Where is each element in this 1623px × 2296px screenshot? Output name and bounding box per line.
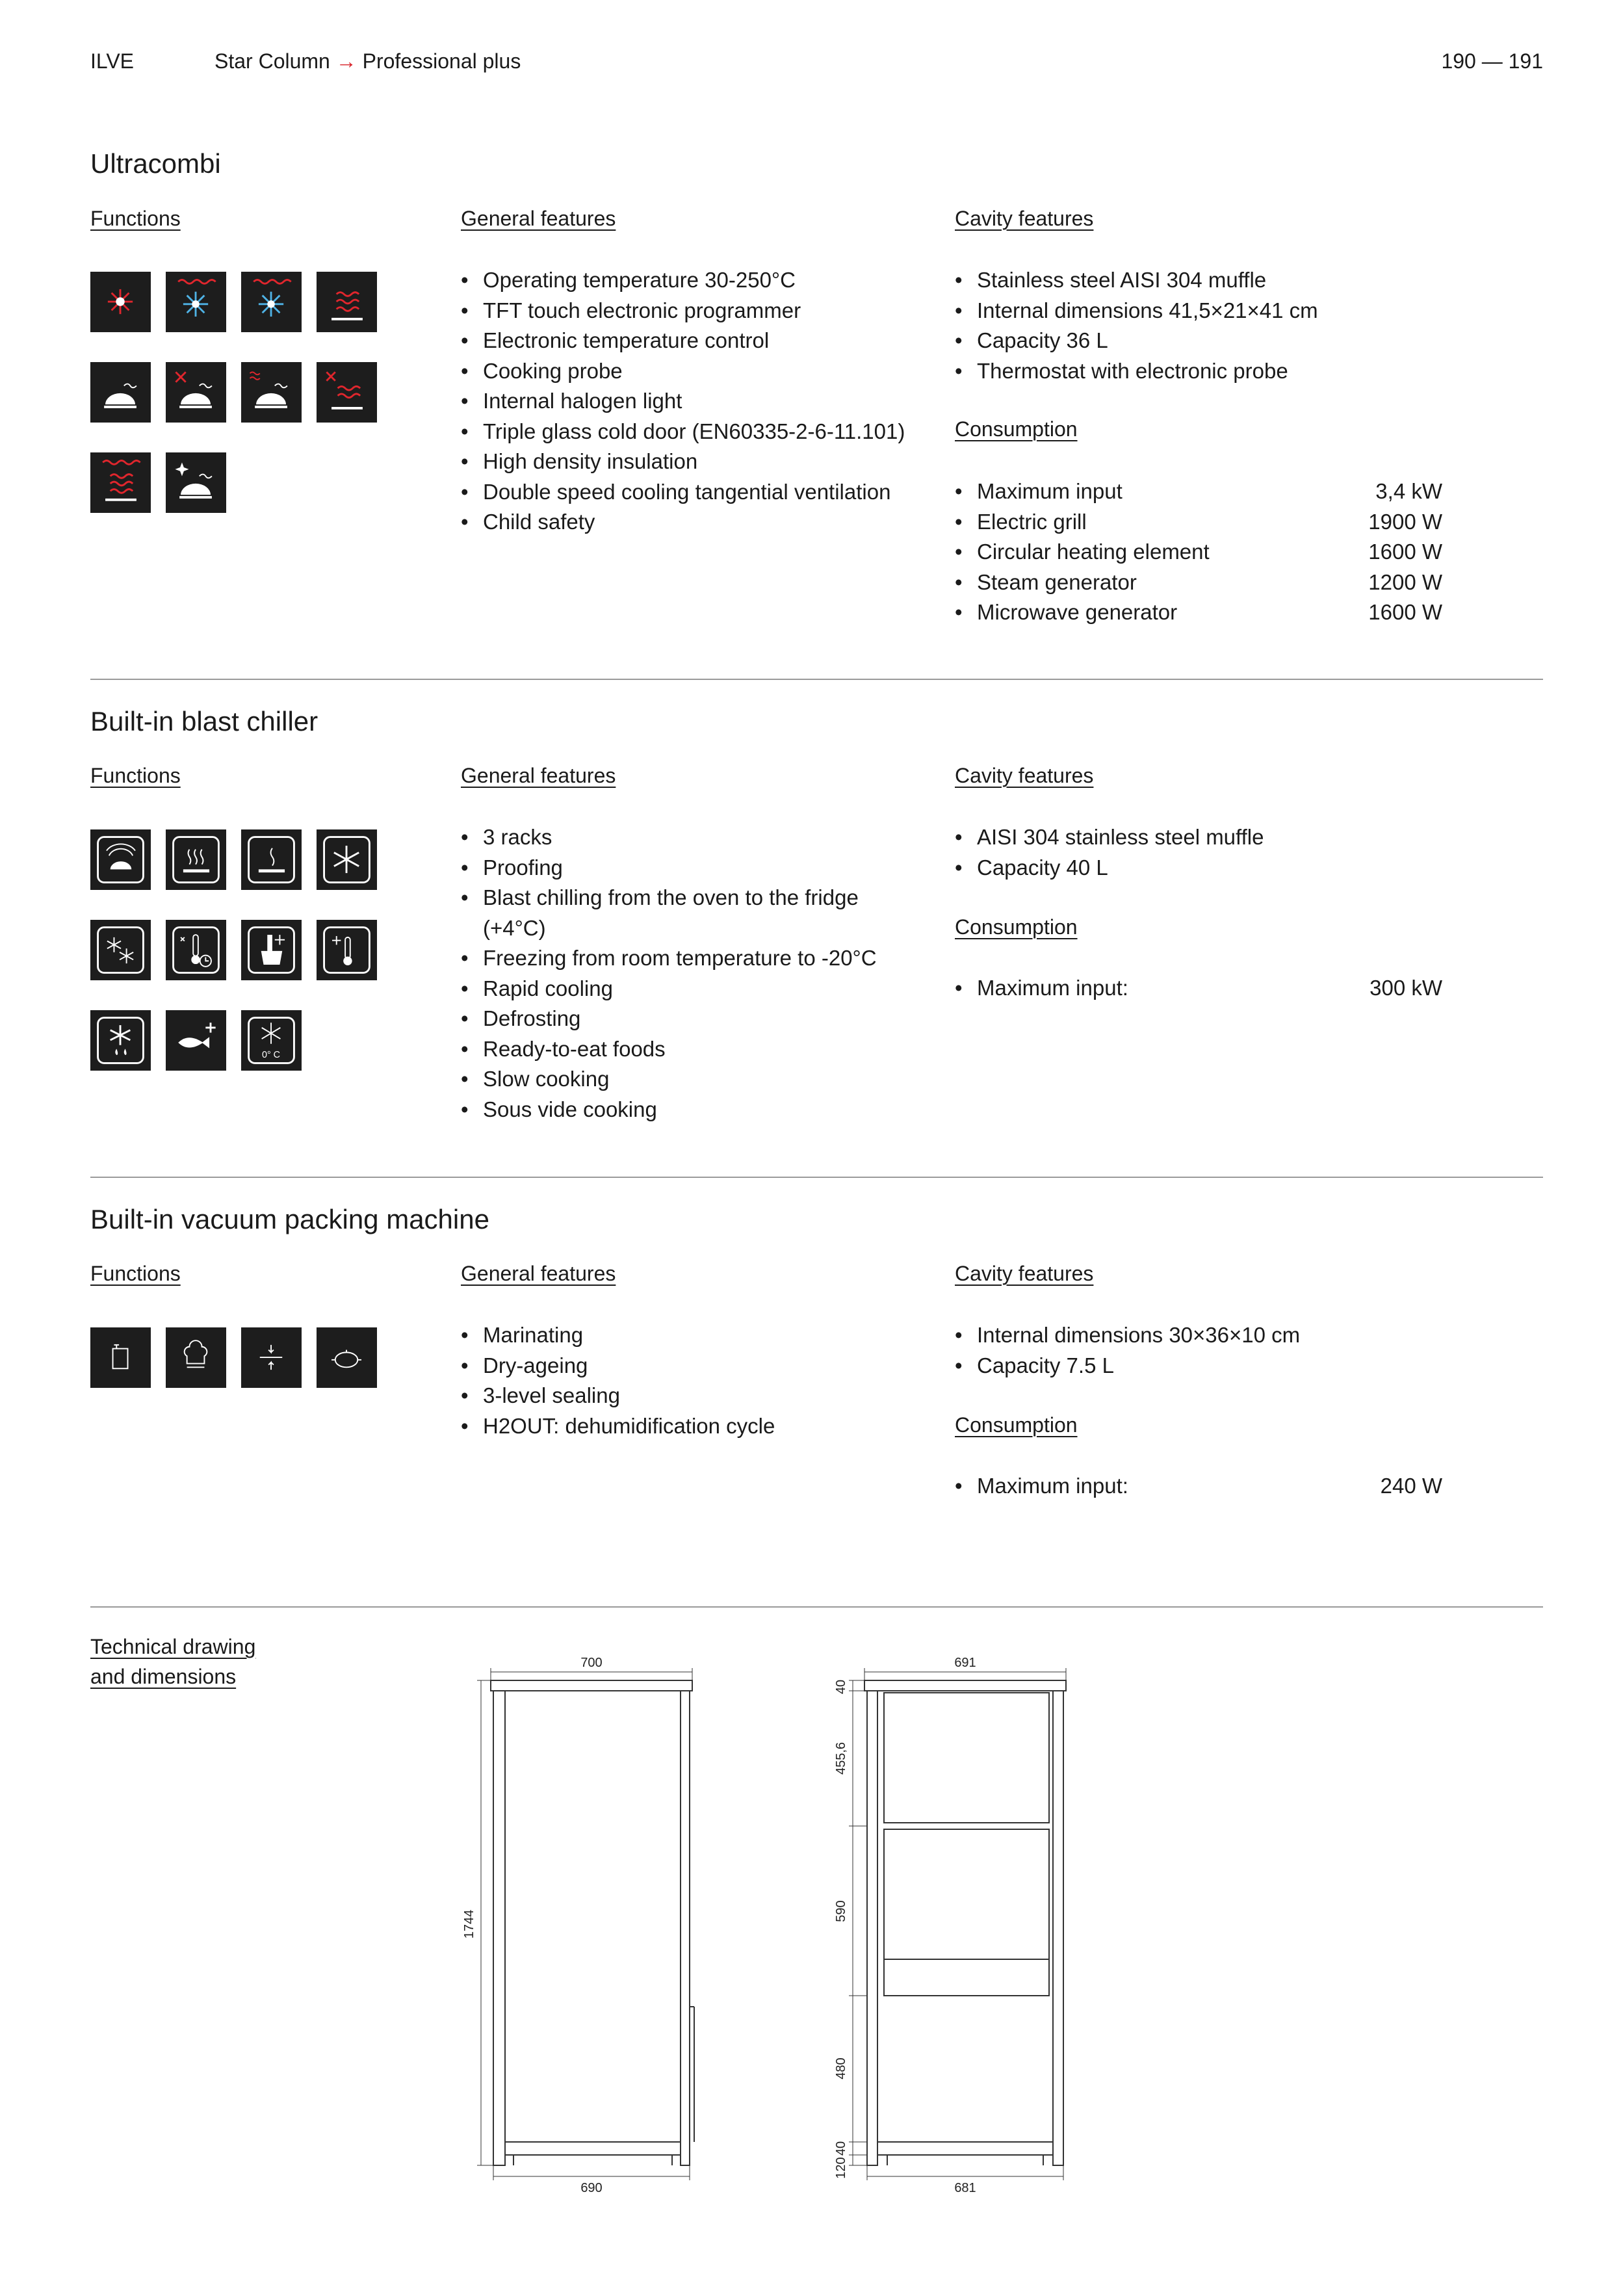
- consumption-value: 300 kW: [1370, 976, 1442, 1000]
- list-item: • Internal halogen light: [461, 386, 905, 417]
- side-dim-120: 120: [834, 2157, 848, 2179]
- dish-steam-icon: [90, 362, 151, 423]
- consumption-label: • Steam generator: [977, 569, 1137, 594]
- breadcrumb-star-column[interactable]: Star Column: [214, 49, 330, 73]
- side-dim-40-bottom: 40: [834, 2141, 848, 2156]
- side-width-bottom: 681: [954, 2181, 976, 2195]
- list-item: • Capacity 7.5 L: [955, 1351, 1300, 1381]
- ultracombi-general-heading: General features: [461, 207, 616, 230]
- consumption-label: • Maximum input: [977, 479, 1123, 503]
- list-item: • Internal dimensions 41,5×21×41 cm: [955, 296, 1318, 326]
- pan-steam-icon: [241, 829, 302, 890]
- list-item: • Defrosting: [461, 1004, 877, 1034]
- list-item-continuation: (+4°C): [483, 915, 546, 940]
- list-item: • Rapid cooling: [461, 974, 877, 1004]
- vacuum-cavity-heading: Cavity features: [955, 1262, 1094, 1285]
- vacuum-consumption-heading: Consumption: [955, 1413, 1078, 1437]
- side-dim-455: 455,6: [834, 1742, 848, 1775]
- arrow-icon: →: [335, 49, 357, 73]
- bottle-ice-icon: [241, 920, 302, 980]
- list-item: • Dry-ageing: [461, 1351, 775, 1381]
- chiller-functions-heading: Functions: [90, 764, 181, 787]
- side-right-post: [1053, 1691, 1063, 2165]
- front-top-panel: [491, 1680, 692, 1691]
- consumption-label: • Microwave generator: [977, 600, 1178, 624]
- list-item: • AISI 304 stainless steel muffle: [955, 822, 1264, 853]
- consumption-label: • Maximum input:: [977, 1474, 1128, 1498]
- list-item: • TFT touch electronic programmer: [461, 296, 905, 326]
- consumption-row: [955, 567, 1442, 598]
- vacuum-title: Built-in vacuum packing machine: [90, 1204, 489, 1234]
- side-width-top: 691: [954, 1656, 976, 1670]
- double-snowflake-icon: [90, 920, 151, 980]
- section-divider: [90, 1177, 1543, 1178]
- fish-plus-icon: [166, 1010, 226, 1071]
- side-left-post: [867, 1691, 877, 2165]
- microwave-defrost-icon: [166, 272, 226, 332]
- list-item: • Marinating: [461, 1320, 775, 1351]
- list-item: • Thermostat with electronic probe: [955, 356, 1318, 387]
- consumption-row: [955, 597, 1442, 628]
- side-top-panel: [864, 1680, 1066, 1691]
- chiller-consumption-list: [955, 973, 1442, 1004]
- side-upper-compartment: [884, 1693, 1049, 1823]
- ultracombi-cavity-heading: Cavity features: [955, 207, 1094, 230]
- technical-drawing-line2: and dimensions: [90, 1665, 237, 1688]
- list-item: • Proofing: [461, 853, 877, 883]
- hot-dish-icon: [166, 829, 226, 890]
- list-item: • Blast chilling from the oven to the fridge: [461, 883, 877, 913]
- front-width-bottom: 690: [580, 2181, 603, 2195]
- consumption-row: [955, 537, 1442, 567]
- list-item: • High density insulation: [461, 447, 905, 477]
- chef-hat-icon: [166, 1327, 226, 1388]
- consumption-value: 1600 W: [1368, 540, 1442, 564]
- technical-drawing-heading: [90, 1632, 255, 1691]
- technical-drawing-line1: Technical drawing: [90, 1635, 256, 1658]
- microwave-snowflake-icon: [241, 272, 302, 332]
- list-item: • Capacity 40 L: [955, 853, 1264, 883]
- list-item: • Slow cooking: [461, 1064, 877, 1095]
- ultracombi-consumption-list: [955, 476, 1442, 628]
- bread-proofing-icon: [90, 829, 151, 890]
- breadcrumb-professional-plus[interactable]: Professional plus: [362, 49, 521, 73]
- list-item: • Internal dimensions 30×36×10 cm: [955, 1320, 1300, 1351]
- vacuum-general-list: [461, 1320, 775, 1441]
- front-height: 1744: [462, 1909, 476, 1939]
- section-divider: [90, 1606, 1543, 1608]
- thermometer-clock-icon: [166, 920, 226, 980]
- list-item: • Electronic temperature control: [461, 326, 905, 356]
- chiller-cavity-heading: Cavity features: [955, 764, 1094, 787]
- ultracombi-functions-heading: Functions: [90, 207, 181, 230]
- list-item: • Stainless steel AISI 304 muffle: [955, 265, 1318, 296]
- consumption-label: • Circular heating element: [977, 540, 1210, 564]
- consumption-row: [955, 507, 1442, 538]
- consumption-row: [955, 973, 1442, 1004]
- ultracombi-cavity-list: [955, 265, 1318, 386]
- consumption-value: 3,4 kW: [1375, 479, 1442, 503]
- list-item: • Triple glass cold door (EN60335-2-6-11.101): [461, 417, 905, 447]
- defrost-drops-icon: [90, 1010, 151, 1071]
- list-item: • Capacity 36 L: [955, 326, 1318, 356]
- consumption-value: 240 W: [1380, 1474, 1442, 1498]
- front-left-post: [493, 1691, 505, 2165]
- consumption-value: 1200 W: [1368, 569, 1442, 594]
- side-dim-590: 590: [834, 1900, 848, 1922]
- container-icon: [90, 1327, 151, 1388]
- side-dim-480: 480: [834, 2057, 848, 2080]
- chiller-general-list: [461, 822, 877, 1125]
- thermometer-snow-icon: [317, 920, 377, 980]
- ultracombi-consumption-heading: Consumption: [955, 417, 1078, 441]
- list-item: • Operating temperature 30-250°C: [461, 265, 905, 296]
- consumption-value: 1600 W: [1368, 600, 1442, 624]
- technical-drawing: [455, 1638, 1105, 2223]
- side-middle-compartment: [884, 1829, 1049, 1996]
- microwave-heat-waves-icon: [90, 452, 151, 513]
- consumption-value: 1900 W: [1368, 509, 1442, 534]
- list-item: • Child safety: [461, 507, 905, 538]
- consumption-label: • Maximum input:: [977, 976, 1128, 1000]
- breadcrumb[interactable]: [214, 49, 521, 73]
- list-item: • Freezing from room temperature to -20°C: [461, 943, 877, 974]
- consumption-row: [955, 476, 1442, 507]
- list-item: • H2OUT: dehumidification cycle: [461, 1411, 775, 1442]
- consumption-row: [955, 1471, 1442, 1502]
- ultracombi-title: Ultracombi: [90, 148, 221, 179]
- front-right-post: [681, 1691, 690, 2165]
- vacuum-cavity-list: [955, 1320, 1300, 1381]
- consumption-label: • Electric grill: [977, 509, 1087, 534]
- defrost-fan-icon: [90, 272, 151, 332]
- pot-icon: [317, 1327, 377, 1388]
- list-item: • Sous vide cooking: [461, 1095, 877, 1125]
- list-item: • Cooking probe: [461, 356, 905, 387]
- chiller-cavity-list: [955, 822, 1264, 883]
- vacuum-consumption-list: [955, 1471, 1442, 1502]
- snowflake-icon: [317, 829, 377, 890]
- vacuum-functions-heading: Functions: [90, 1262, 181, 1285]
- list-item: • 3 racks: [461, 822, 877, 853]
- vacuum-general-heading: General features: [461, 1262, 616, 1285]
- steam-dish-icon: [241, 362, 302, 423]
- side-dim-40-top: 40: [834, 1679, 848, 1695]
- ultracombi-general-list: [461, 265, 905, 538]
- front-width-top: 700: [580, 1656, 603, 1670]
- sealing-icon: [241, 1327, 302, 1388]
- section-divider: [90, 679, 1543, 680]
- fan-dish-steam-icon: [166, 362, 226, 423]
- dish-sparkle-icon: [166, 452, 226, 513]
- list-item: • Double speed cooling tangential ventilation: [461, 477, 905, 508]
- brand: ILVE: [90, 49, 134, 73]
- page-numbers: 190 — 191: [1441, 49, 1543, 73]
- list-item: • 3-level sealing: [461, 1381, 775, 1411]
- chiller-consumption-heading: Consumption: [955, 915, 1078, 939]
- list-item: • Ready-to-eat foods: [461, 1034, 877, 1065]
- fan-heat-waves-icon: [317, 362, 377, 423]
- chiller-general-heading: General features: [461, 764, 616, 787]
- zero-degree-label: 0° C: [261, 1049, 281, 1060]
- steam-waves-icon: [317, 272, 377, 332]
- chiller-title: Built-in blast chiller: [90, 706, 318, 737]
- zero-degree-icon: [241, 1010, 302, 1071]
